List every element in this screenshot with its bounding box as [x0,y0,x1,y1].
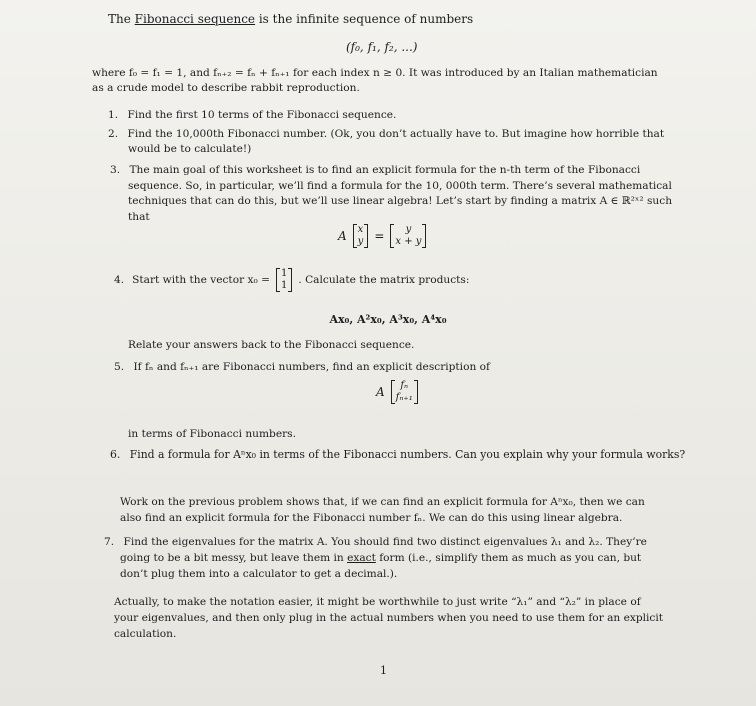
item-text: Find the 10,000th Fibonacci number. (Ok, you don’t actually have to. But imagine how horrible that [127,128,665,140]
item-2-cont: would be to calculate!) [128,143,252,155]
item-text-post: . Calculate the matrix products: [298,273,470,286]
paragraph-2-line-3: calculation. [114,628,177,640]
item-2 [108,127,664,142]
item-6 [110,447,685,462]
item-number: 6. [110,448,121,461]
item-7-line-2-post: form (i.e., simplify them as much as you can, but [375,552,642,564]
vector-result [390,224,426,248]
item-number: 4. [114,273,125,286]
item-3-line-3: techniques that can do this, but we’ll use linear algebra! Let’s start by finding a matrix A ∈ ℝ²ˣ² such [128,195,673,207]
page-number: 1 [380,664,387,677]
item-5 [114,360,490,375]
item-3 [110,163,640,178]
item-4 [114,268,469,292]
vector-entry: y [405,224,412,235]
matrix-a-symbol: A [338,228,347,243]
item-text: If fₙ and fₙ₊₁ are Fibonacci numbers, find an explicit description of [133,361,490,373]
item-text: Start with the vector x₀ = [132,273,270,286]
matrix-equation-2 [376,380,418,404]
vector-entry: x [357,224,364,235]
item-4-relate: Relate your answers back to the Fibonacci sequence. [128,339,415,351]
vector-fn [391,380,418,404]
item-1 [108,108,396,123]
intro-line-3: as a crude model to describe rabbit reproduction. [92,82,360,94]
vector-entry: 1 [280,268,288,279]
item-7-line-2-pre: going to be a bit messy, but leave them in [120,552,348,564]
matrix-a-symbol: A [376,384,385,399]
intro-line-1 [108,12,473,27]
vector-entry: fₙ [400,380,409,391]
item-text: Find the eigenvalues for the matrix A. You should find two distinct eigenvalues λ₁ and λ₂. They’re [123,536,647,548]
paragraph-2-line-1: Actually, to make the notation easier, it might be worthwhile to just write “λ₁” and “λ₂” in place of [114,596,641,608]
intro-prefix: The [108,12,135,26]
item-3-line-2: sequence. So, in particular, we’ll find a formula for the 10, 000th term. There’s several mathematical [128,180,672,192]
vector-entry: fₙ₊₁ [395,392,413,403]
item-number: 7. [104,536,115,548]
item-7-line-3: don’t plug them into a calculator to get a decimal.). [120,568,398,580]
sequence-formula: (f₀, f₁, f₂, ...) [346,40,418,54]
vector-entry: 1 [280,280,288,291]
vector-entry: x + y [395,236,422,247]
item-7-line-2 [120,551,641,566]
vector-x0 [276,268,292,292]
vector-entry: y [357,236,364,247]
vector-xy [353,224,369,248]
item-text: Find a formula for Aⁿx₀ in terms of the Fibonacci numbers. Can you explain why your formula works? [129,448,686,461]
intro-suffix: is the infinite sequence of numbers [255,12,474,26]
equals-sign: = [374,228,385,243]
paragraph-1-line-2: also find an explicit formula for the Fibonacci number fₙ. We can do this using linear algebra. [120,512,623,524]
item-text: The main goal of this worksheet is to find an explicit formula for the n-th term of the Fibonacci [129,164,641,176]
matrix-equation-1 [338,224,426,248]
item-number: 1. [108,109,119,121]
exact-underlined: exact [347,552,376,564]
item-text: Find the first 10 terms of the Fibonacci sequence. [127,109,397,121]
item-5-after: in terms of Fibonacci numbers. [128,428,296,440]
fibonacci-sequence-link[interactable]: Fibonacci sequence [134,12,256,26]
paragraph-1-line-1: Work on the previous problem shows that, if we can find an explicit formula for Aⁿx₀, then we can [120,496,645,508]
item-7 [104,535,647,550]
item-number: 3. [110,164,121,176]
paragraph-2-line-2: your eigenvalues, and then only plug in the actual numbers when you need to use them for an explicit [114,612,664,624]
matrix-products: Ax₀, A²x₀, A³x₀, A⁴x₀ [329,313,447,326]
item-number: 5. [114,361,125,373]
item-3-line-4: that [128,211,150,223]
intro-line-2: where f₀ = f₁ = 1, and fₙ₊₂ = fₙ + fₙ₊₁ for each index n ≥ 0. It was introduced by an Italian mathematician [92,67,658,79]
item-number: 2. [108,128,119,140]
